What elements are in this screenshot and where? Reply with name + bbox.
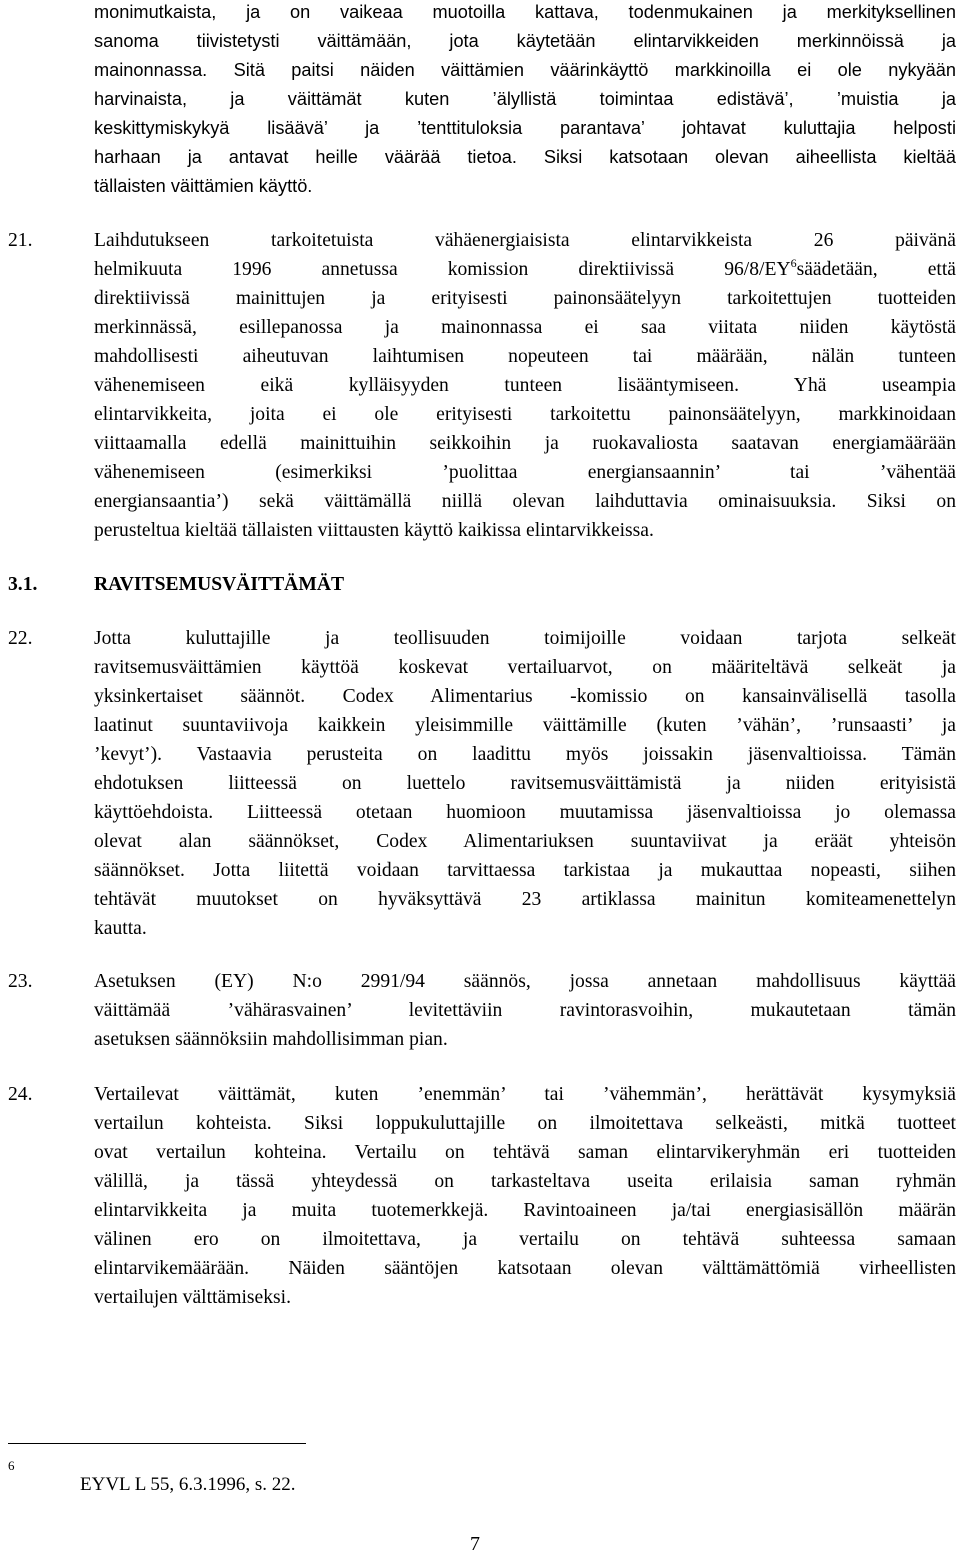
footnote-mark: 6 [8, 1458, 15, 1473]
section-title: RAVITSEMUSVÄITTÄMÄT [94, 574, 345, 595]
text-line: vertailujen välttämiseksi. [94, 1287, 291, 1308]
text-line: direktiivissä mainittujen ja erityisesti painonsäätelyyn tarkoitettujen tuotteiden [94, 288, 956, 309]
text-line: elintarvikkeita, joita ei ole erityisesti tarkoitettu painonsäätelyyn, markkinoidaan [94, 404, 956, 425]
paragraph-number: 23. [8, 971, 33, 992]
text-line: merkinnässä, esillepanossa ja mainonnassa ei saa viitata niiden käytöstä [94, 317, 956, 338]
paragraph-number: 24. [8, 1084, 33, 1105]
paragraph-23 [94, 967, 956, 1054]
text-line: Vertailevat väittämät, kuten ’enemmän’ tai ’vähemmän’, herättävät kysymyksiä [94, 1084, 956, 1105]
text-line: tällaisten väittämien käyttö. [94, 176, 313, 196]
text-line: väittämää ’vähärasvainen’ levitettäviin ravintorasvoihin, mukautetaan tämän [94, 1000, 956, 1021]
paragraph-21 [94, 226, 956, 545]
text-line: laatinut suuntaviivoja kaikkein yleisimmille väittämille (kuten ’vähän’, ’runsaasti’ ja [94, 715, 956, 736]
text-line: kautta. [94, 918, 147, 939]
footnote-text: EYVL L 55, 6.3.1996, s. 22. [80, 1474, 296, 1495]
text-line: käyttöehdoista. Liitteessä otetaan huomioon muutamissa jäsenvaltioissa jo olemassa [94, 802, 956, 823]
footnote-divider [8, 1443, 306, 1444]
text-line [94, 255, 956, 284]
text-line: Laihdutukseen tarkoitetuista vähäenergiaisista elintarvikkeista 26 päivänä [94, 230, 956, 251]
text-line: harvinaista, ja väittämät kuten ’älyllistä toimintaa edistävä’, ’muistia ja [94, 89, 956, 109]
text-line: monimutkaista, ja on vaikeaa muotoilla kattava, todenmukainen ja merkityksellinen [94, 2, 956, 22]
text-line: Jotta kuluttajille ja teollisuuden toimijoille voidaan tarjota selkeät [94, 628, 956, 649]
text-line: ehdotuksen liitteessä on luettelo ravitsemusväittämistä ja niiden erityisistä [94, 773, 956, 794]
text-line: tehtävät muutokset on hyväksyttävä 23 artiklassa mainitun komiteamenettelyn [94, 889, 956, 910]
text-line: harhaan ja antavat heille väärää tietoa. Siksi katsotaan olevan aiheellista kieltää [94, 147, 956, 167]
text-line: säännökset. Jotta liitettä voidaan tarvittaessa tarkistaa ja mukauttaa nopeasti, siihen [94, 860, 956, 881]
text-line: perusteltua kieltää tällaisten viittausten käyttö kaikissa elintarvikkeissa. [94, 520, 654, 541]
text-line: välinen ero on ilmoitettava, ja vertailu on tehtävä suhteessa samaan [94, 1229, 956, 1250]
paragraph-24 [94, 1080, 956, 1312]
paragraph-number: 22. [8, 628, 33, 649]
text-line: asetuksen säännöksiin mahdollisimman pian. [94, 1029, 448, 1050]
text-line: välillä, ja tässä yhteydessä on tarkasteltava useita erilaisia saman ryhmän [94, 1171, 956, 1192]
paragraph-number: 21. [8, 230, 33, 251]
text-line: sanoma tiivistetysti väittämään, jota käytetään elintarvikkeiden merkinnöissä ja [94, 31, 956, 51]
text-line: ’kevyt’). Vastaavia perusteita on laadittu myös joissakin jäsenvaltioissa. Tämän [94, 744, 956, 765]
text-fragment: helmikuuta 1996 annetussa komission direktiivissä 96/8/EY [94, 259, 791, 280]
text-line: ovat vertailun kohteina. Vertailu on tehtävä saman elintarvikeryhmän eri tuotteiden [94, 1142, 956, 1163]
paragraph-22 [94, 624, 956, 943]
text-line: vertailun kohteista. Siksi loppukuluttajille on ilmoitettava selkeästi, mitkä tuotteet [94, 1113, 956, 1134]
text-line: elintarvikkeita ja muita tuotemerkkejä. Ravintoaineen ja/tai energiasisällön määrän [94, 1200, 956, 1221]
text-line: olevat alan säännökset, Codex Alimentariuksen suuntaviivat ja eräät yhteisön [94, 831, 956, 852]
text-line: Asetuksen (EY) N:o 2991/94 säännös, jossa annetaan mahdollisuus käyttää [94, 971, 956, 992]
text-line: mahdollisesti aiheutuvan laihtumisen nopeuteen tai määrään, nälän tunteen [94, 346, 956, 367]
section-number: 3.1. [8, 574, 38, 595]
text-line: vähenemiseen (esimerkiksi ’puolittaa energiansaannin’ tai ’vähentää [94, 462, 956, 483]
text-line: vähenemiseen eikä kylläisyyden tunteen lisääntymiseen. Yhä useampia [94, 375, 956, 396]
text-line: mainonnassa. Sitä paitsi näiden väittämien väärinkäyttö markkinoilla ei ole nykyään [94, 60, 956, 80]
text-line: ravitsemusväittämien käyttöä koskevat vertailuarvot, on määriteltävä selkeät ja [94, 657, 956, 678]
text-line: yksinkertaiset säännöt. Codex Alimentarius -komissio on kansainvälisellä tasolla [94, 686, 956, 707]
text-line: energiansaantia’) sekä väittämällä niillä olevan laihduttavia ominaisuuksia. Siksi on [94, 491, 956, 512]
text-line: viittaamalla edellä mainittuihin seikkoihin ja ruokavaliosta saatavan energiamäärään [94, 433, 956, 454]
intro-paragraph [94, 0, 956, 201]
page-number: 7 [470, 1533, 480, 1555]
text-line: elintarvikemäärään. Näiden sääntöjen katsotaan olevan välttämättömiä virheellisten [94, 1258, 956, 1279]
footnote-reference: 6 [790, 256, 797, 270]
text-fragment: säädetään, että [796, 259, 957, 280]
text-line: keskittymiskykyä lisäävä’ ja ’tenttituloksia parantava’ johtavat kuluttajia helposti [94, 118, 956, 138]
